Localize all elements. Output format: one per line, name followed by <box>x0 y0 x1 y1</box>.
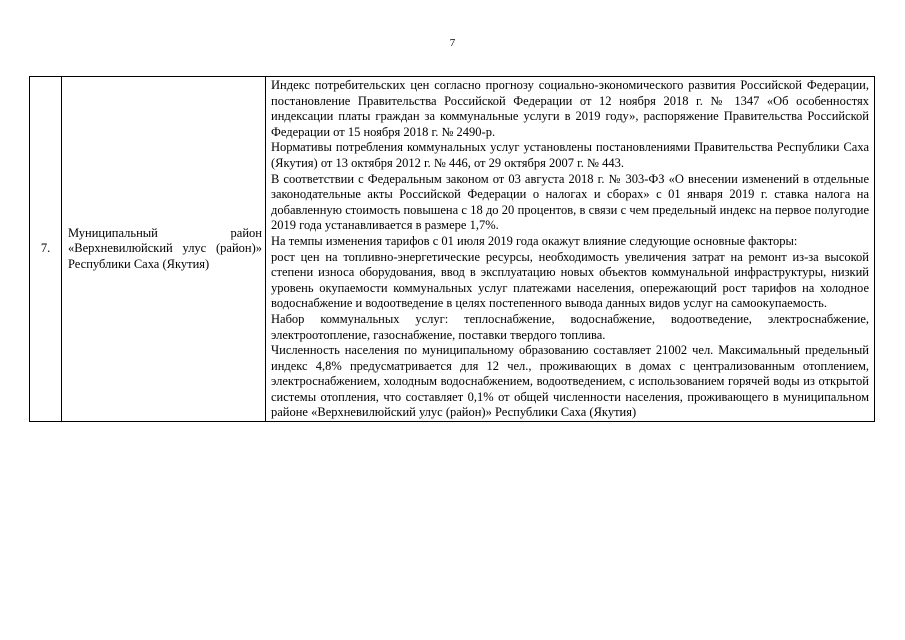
table-row <box>30 77 875 422</box>
row-number-cell: 7. <box>30 77 62 422</box>
description-cell <box>266 77 875 422</box>
paragraph-vat-change: В соответствии с Федеральным законом от 03 августа 2018 г. № 303-ФЗ «О внесении изменений в отдельные законодательные акты Российской Федерации о налогах и сборах» с 01 января 2019 г. ставка налога на добавленную стоимость повышена с 18 до 20 процентов, в связи с чем предельный индекс на первое полугодие 2019 года устанавливается в размере 1,7%. <box>271 171 869 233</box>
page-number: 7 <box>449 37 456 49</box>
paragraph-population: Численность населения по муниципальному образованию составляет 21002 чел. Максимальный предельный индекс 4,8% предусматривается для 12 чел., проживающих в домах с централизованным отоплением, электроснабжением, холодным водоснабжением, водоотведением, с использованием горячей воды из открытой системы отопления, что составляет 0,1% от общей численности населения, проживающего в муниципальном районе «Верхневилюйский улус (район)» Республики Саха (Якутия) <box>271 343 869 420</box>
region-name-cell: Муниципальный район «Верхневилюйский улус (район)» Республики Саха (Якутия) <box>62 77 266 422</box>
paragraph-factors-intro: На темпы изменения тарифов с 01 июля 2019 года окажут влияние следующие основные факторы: <box>271 233 798 248</box>
paragraph-cpi-index: Индекс потребительских цен согласно прогнозу социально-экономического развития Российской Федерации, постановление Правительства Российской Федерации от 12 ноября 2018 г. № 1347 «Об особенностях индексации платы граждан за коммунальные услуги в 2019 году», распоряжение Правительства Российской Федерации от 15 ноября 2018 г. № 2490-р. <box>271 78 869 139</box>
paragraph-consumption-norms: Нормативы потребления коммунальных услуг установлены постановлениями Правительства Республики Саха (Якутия) от 13 октября 2012 г. № 446, от 29 октября 2007 г. № 443. <box>271 140 869 170</box>
tariff-table <box>29 76 875 422</box>
paragraph-factors-list: рост цен на топливно-энергетические ресурсы, необходимость увеличения затрат на ремонт из-за высокой степени износа оборудования, ввод в эксплуатацию новых объектов коммунальной инфраструктуры, низкий уровень окупаемости коммунальных услуг платежами населения, опережающий рост тарифов на холодное водоснабжение и водоотведение в целях постепенного вывода данных видов услуг на самоокупаемость. <box>271 249 869 311</box>
paragraph-utility-set: Набор коммунальных услуг: теплоснабжение, водоснабжение, водоотведение, электроснабжение, электроотопление, газоснабжение, поставки твердого топлива. <box>271 311 869 342</box>
